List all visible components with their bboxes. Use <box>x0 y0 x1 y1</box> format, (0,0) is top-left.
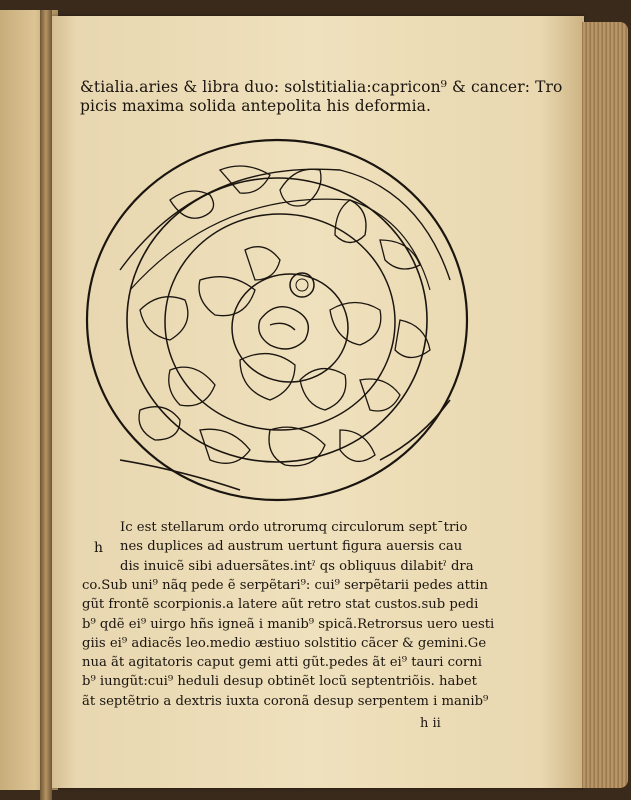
outer-circle <box>87 140 467 500</box>
equator-circle <box>165 214 395 430</box>
dragon-figure <box>259 307 309 349</box>
page-edges <box>582 22 628 788</box>
body-line: co.Sub uni⁹ nãq pede ẽ serpẽtari⁹: cui⁹ serpẽtarii pedes attin <box>82 577 488 593</box>
body-line: giis ei⁹ adiacẽs leo.medio æstiuo solstitio cãcer & gemini.Ge <box>82 635 487 651</box>
body-line: b⁹ iungũt:cui⁹ heduli desup obtinẽt locũ septentriõis. habet <box>82 674 477 690</box>
heading-line-2: picis maxima solida antepolita his deformia. <box>80 97 432 115</box>
signature-mark: h ii <box>420 716 441 731</box>
body-line: dis inuicẽ sibi aduersãtes.intˀ qs obliquus dilabitˀ dra <box>120 558 474 574</box>
ecliptic-band <box>120 169 450 280</box>
body-line: Ic est stellarum ordo utrorumq circulorum sept¯trio <box>120 520 468 535</box>
body-line: b⁹ qdẽ ei⁹ uirgo hñs igneã i manib⁹ spicã.Retrorsus uero uesti <box>82 616 495 632</box>
body-line: ãt septẽtrio a dextris iuxta coronã desup serpentem i manib⁹ <box>82 693 489 709</box>
drop-initial: h <box>94 540 104 556</box>
pole-circle <box>290 273 314 297</box>
star-map-woodcut <box>80 130 475 510</box>
body-line: gũt frontẽ scorpionis.a latere aũt retro stat custos.sub pedi <box>82 597 479 613</box>
tropic-circle <box>127 178 427 462</box>
body-line: nes duplices ad austrum uertunt figura auersis cau <box>120 539 463 555</box>
arctic-circle <box>232 274 348 382</box>
body-line: nua ãt agitatoris caput gemi atti gũt.pedes ãt ei⁹ tauri corni <box>82 655 482 671</box>
heading-line-1: &tialia.aries & libra duo: solstitialia:capricon⁹ & cancer: Tro <box>80 78 563 96</box>
book-gutter <box>40 10 52 800</box>
